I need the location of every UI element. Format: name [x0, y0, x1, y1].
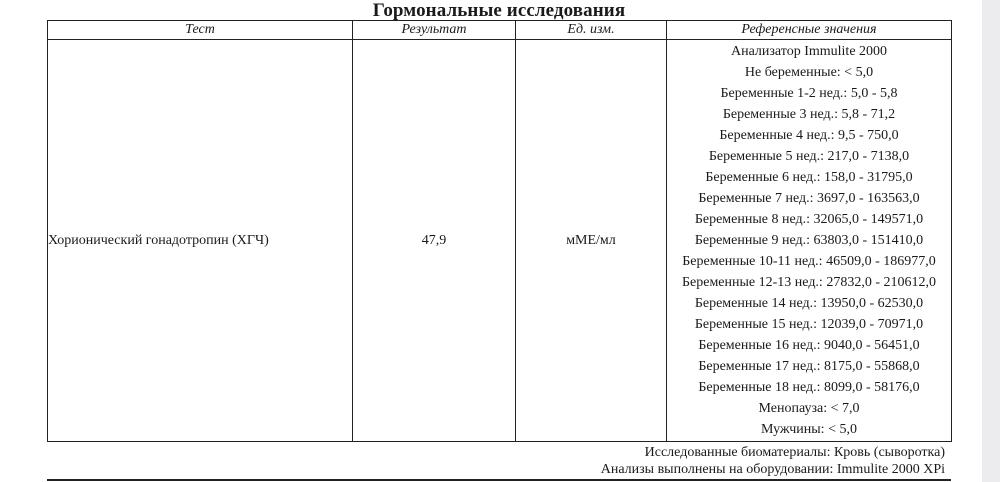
reference-line: Беременные 3 нед.: 5,8 - 71,2: [722, 107, 896, 122]
reference-line: Беременные 8 нед.: 32065,0 - 149571,0: [694, 212, 924, 227]
reference-line: Беременные 12-13 нед.: 27832,0 - 210612,0: [681, 275, 936, 290]
equipment-note: Анализы выполнены на оборудовании: Immulite 2000 XPi: [600, 462, 945, 477]
reference-values: [667, 40, 952, 442]
header-test: Тест: [48, 21, 353, 40]
reference-analyzer: Анализатор Immulite 2000: [730, 44, 888, 59]
reference-line: Беременные 1-2 нед.: 5,0 - 5,8: [720, 86, 898, 101]
reference-line: Беременные 16 нед.: 9040,0 - 56451,0: [698, 338, 920, 353]
test-unit: мМЕ/мл: [516, 40, 667, 442]
reference-line: Беременные 10-11 нед.: 46509,0 - 186977,0: [682, 254, 936, 269]
reference-line: Беременные 5 нед.: 217,0 - 7138,0: [708, 149, 910, 164]
header-unit: Ед. изм.: [516, 21, 667, 40]
results-table: [47, 20, 952, 442]
viewer-scroll-gutter: [982, 0, 1000, 482]
header-result: Результат: [353, 21, 516, 40]
reference-line: Беременные 9 нед.: 63803,0 - 151410,0: [694, 233, 924, 248]
table-row: [48, 40, 952, 442]
test-result: 47,9: [353, 40, 516, 442]
reference-line: Беременные 14 нед.: 13950,0 - 62530,0: [694, 296, 924, 311]
reference-line: Беременные 4 нед.: 9,5 - 750,0: [719, 128, 899, 143]
biomaterial-note: Исследованные биоматериалы: Кровь (сыворотка): [644, 445, 945, 460]
reference-line: Беременные 6 нед.: 158,0 - 31795,0: [705, 170, 913, 185]
reference-line: Не беременные: < 5,0: [744, 65, 874, 80]
reference-line: Мужчины: < 5,0: [761, 422, 857, 437]
header-reference: Референсные значения: [667, 21, 952, 40]
test-name: Хорионический гонадотропин (ХГЧ): [48, 40, 353, 442]
reference-line: Беременные 17 нед.: 8175,0 - 55868,0: [698, 359, 920, 374]
bottom-divider: [47, 479, 951, 481]
section-title: Гормональные исследования: [372, 0, 626, 21]
table-header-row: [48, 21, 952, 40]
reference-line: Беременные 7 нед.: 3697,0 - 163563,0: [698, 191, 920, 206]
reference-line: Менопауза: < 7,0: [758, 401, 860, 416]
reference-line: Беременные 15 нед.: 12039,0 - 70971,0: [694, 317, 924, 332]
reference-line: Беременные 18 нед.: 8099,0 - 58176,0: [698, 380, 920, 395]
